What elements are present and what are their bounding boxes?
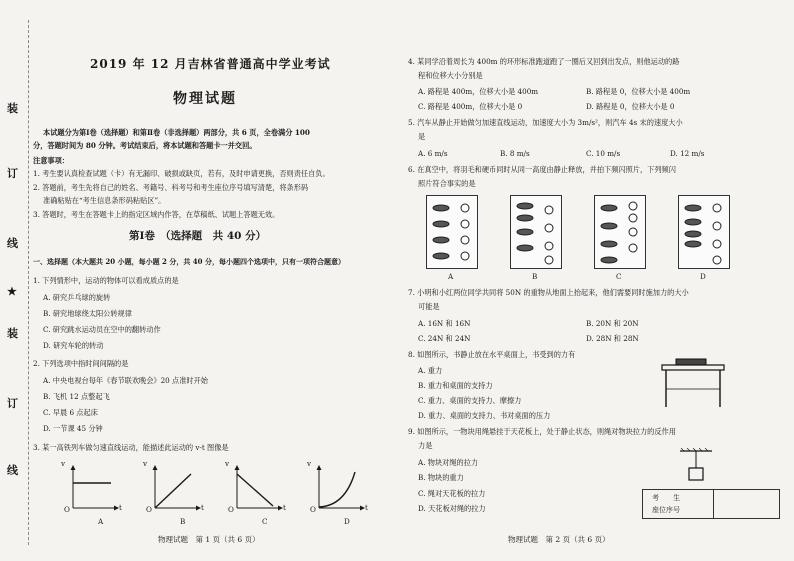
margin-char-xian-2: 线 [7, 464, 18, 477]
section-1-instructions: 一、选择题（本大题共 20 小题，每小题 2 分，共 40 分，每小题四个选项中，只有一项符合题意） [33, 257, 345, 266]
q7-option-a: A. 16N 和 16N [418, 319, 471, 328]
seat-number-label-cell [643, 490, 714, 518]
q5-option-a: A. 6 m/s [418, 149, 448, 158]
graph-c-o-label: O [228, 505, 234, 514]
book-on-table-figure [660, 355, 730, 411]
q7-option-c: C. 24N 和 24N [418, 334, 471, 343]
q4-stem-2: 程和位移大小分别是 [418, 71, 483, 80]
q1-option-a: A. 研究乒乓球的旋转 [43, 293, 111, 302]
margin-char-zhuang: 装 [7, 102, 18, 115]
q3-graphs [33, 458, 385, 528]
footer-page-2: 物理试题 第 2 页（共 6 页） [508, 535, 610, 544]
graph-d-o-label: O [310, 505, 316, 514]
graph-a [73, 466, 118, 508]
intro-line-1: 本试题分为第Ⅰ卷（选择题）和第Ⅱ卷（非选择题）两部分，共 6 页，全卷满分 100 [43, 128, 310, 137]
graph-a-t-label: t [119, 503, 122, 512]
graph-b-o-label: O [146, 505, 152, 514]
q6-label-d: D [700, 272, 706, 281]
q6-label-b: B [532, 272, 538, 281]
page-2 [408, 0, 780, 561]
graph-b-t-label: t [201, 503, 204, 512]
graph-d-label: D [344, 517, 350, 526]
graph-d-t-label: t [365, 503, 368, 512]
hanging-block-figure [676, 448, 716, 484]
graph-c-t-label: t [283, 503, 286, 512]
graph-a-v-label: v [61, 459, 66, 468]
exam-title: 2019 年 12 月吉林省普通高中学业考试 [90, 57, 331, 71]
q9-stem-2: 力是 [418, 441, 433, 450]
q9-option-a: A. 物块对绳的拉力 [418, 458, 479, 467]
q5-stem-1: 5. 汽车从静止开始做匀加速直线运动，加速度大小为 3m/s²，则汽车 4s 末的速度大小 [408, 118, 683, 127]
intro-line-2: 分，答题时间为 80 分钟。考试结束后，将本试题和答题卡一并交回。 [33, 141, 257, 150]
q4-option-a: A. 路程是 400m，位移大小是 400m [418, 87, 539, 96]
q6-label-c: C [616, 272, 622, 281]
binding-dashed-line [28, 20, 29, 545]
notice-2: 2. 答题前，考生先将自己的姓名、考籍号、科考号和考生座位序号填写清楚，将条形码 [33, 183, 309, 192]
margin-char-ding: 订 [7, 167, 18, 180]
q7-option-d: D. 28N 和 28N [586, 334, 639, 343]
q4-stem-1: 4. 某同学沿着周长为 400m 的环形标准跑道跑了一圈后又回到出发点，则他运动的路 [408, 57, 680, 66]
feather-coin-drawing [427, 196, 477, 268]
q5-option-d: D. 12 m/s [670, 149, 705, 158]
graph-b-label: B [180, 517, 186, 526]
feather-coin-drawing [595, 196, 645, 268]
q7-stem-1: 7. 小明和小红两位同学共同将 50N 的重物从地面上抬起来，他们需要同时施加力的大小 [408, 288, 689, 297]
margin-char-ding-2: 订 [7, 397, 18, 410]
q1-stem: 1. 下列情形中，运动的物体可以看成质点的是 [33, 276, 179, 285]
q8-option-c: C. 重力、桌面的支持力、摩擦力 [418, 396, 522, 405]
q6-photo-d [678, 195, 730, 269]
seat-label-line-1: 考 生 [652, 494, 680, 502]
binding-margin [0, 0, 32, 561]
q3-stem: 3. 某一高铁列车做匀速直线运动，能描述此运动的 v-t 图像是 [33, 443, 229, 452]
footer-page-1: 物理试题 第 1 页（共 6 页） [158, 535, 260, 544]
feather-coin-drawing [511, 196, 561, 268]
q4-option-d: D. 路程是 0，位移大小是 0 [586, 102, 675, 111]
graph-c [237, 466, 282, 508]
notice-1: 1. 考生要认真检查试题（卡）有无漏印、破损或缺页，若有，及时申请更换，否则责任自负。 [33, 169, 330, 178]
graph-c-label: C [262, 517, 268, 526]
q4-option-b: B. 路程是 0，位移大小是 400m [586, 87, 691, 96]
q6-photo-b [510, 195, 562, 269]
q7-option-b: B. 20N 和 20N [586, 319, 639, 328]
margin-char-xian: 线 [7, 237, 18, 250]
q1-option-b: B. 研究地球绕太阳公转规律 [43, 309, 132, 318]
q8-option-a: A. 重力 [418, 366, 443, 375]
q8-option-b: B. 重力和桌面的支持力 [418, 381, 493, 390]
q8-option-d: D. 重力、桌面的支持力、书对桌面的压力 [418, 411, 551, 420]
graph-c-v-label: v [225, 459, 230, 468]
notice-title: 注意事项： [33, 156, 69, 165]
q2-option-b: B. 飞机 12 点整起飞 [43, 392, 110, 401]
graph-a-o-label: O [64, 505, 70, 514]
notice-3: 3. 答题时，考生在答题卡上的指定区域内作答，在草稿纸、试题上答题无效。 [33, 210, 280, 219]
margin-star: ★ [7, 285, 17, 298]
q6-stem-1: 6. 在真空中，将羽毛和硬币同时从同一高度由静止释放，并拍下频闪照片，下列频闪 [408, 165, 676, 174]
q1-option-c: C. 研究跳水运动员在空中的翻转动作 [43, 325, 161, 334]
q1-option-d: D. 研究车轮的转动 [43, 341, 104, 350]
seat-label-line-2: 座位序号 [652, 506, 680, 514]
subject-title: 物理试题 [173, 91, 237, 107]
q9-stem-1: 9. 如图所示，一物块用绳悬挂于天花板上，处于静止状态，则绳对物块拉力的反作用 [408, 427, 676, 436]
q9-option-c: C. 绳对天花板的拉力 [418, 489, 486, 498]
q5-option-c: C. 10 m/s [586, 149, 621, 158]
q6-photo-a [426, 195, 478, 269]
q5-stem-2: 是 [418, 132, 426, 141]
q6-stem-2: 照片符合事实的是 [418, 179, 476, 188]
notice-2-cont: 准确粘贴在“考生信息条形码粘贴区”。 [43, 196, 166, 205]
seat-number-box [642, 489, 780, 519]
q5-option-b: B. 8 m/s [500, 149, 530, 158]
q8-stem: 8. 如图所示，书静止放在水平桌面上，书受到的力有 [408, 350, 576, 359]
q2-option-d: D. 一节课 45 分钟 [43, 424, 103, 433]
q4-option-c: C. 路程是 400m，位移大小是 0 [418, 102, 523, 111]
q9-option-d: D. 天花板对绳的拉力 [418, 504, 486, 513]
graph-d [319, 466, 364, 508]
graph-b [155, 466, 200, 508]
graph-a-label: A [98, 517, 104, 526]
feather-coin-drawing [679, 196, 729, 268]
page-1 [33, 0, 385, 561]
section-1-title: 第Ⅰ卷 （选择题 共 40 分） [129, 230, 267, 242]
graph-d-v-label: v [307, 459, 312, 468]
graph-b-v-label: v [143, 459, 148, 468]
q2-stem: 2. 下列选项中指时间间隔的是 [33, 359, 129, 368]
q6-label-a: A [448, 272, 454, 281]
margin-char-zhuang-2: 装 [7, 327, 18, 340]
q9-option-b: B. 物块的重力 [418, 473, 464, 482]
q6-photo-c [594, 195, 646, 269]
q7-stem-2: 可能是 [418, 302, 440, 311]
q2-option-c: C. 早晨 6 点起床 [43, 408, 98, 417]
q2-option-a: A. 中央电视台每年《春节联欢晚会》20 点准时开始 [43, 376, 208, 385]
